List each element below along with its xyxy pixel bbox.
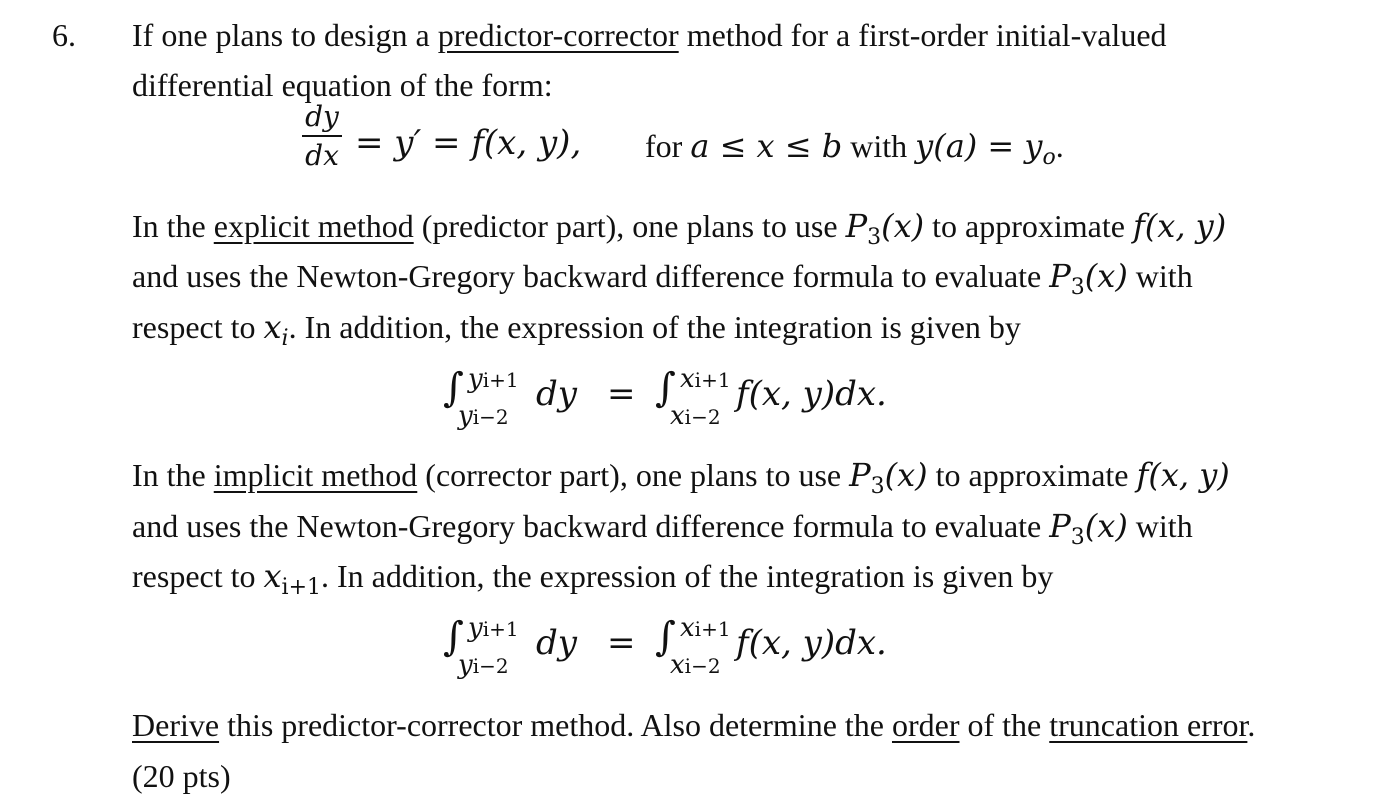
p3-sub: 3 <box>867 225 882 250</box>
right-integrand: f(x, y)dx. <box>736 623 887 663</box>
right-upper-limit <box>680 366 731 392</box>
p3-arg: (x) <box>1084 257 1128 295</box>
implicit-text-g: . In addition, the expression of the integration is given by <box>321 558 1054 594</box>
limit-var: y <box>468 364 483 394</box>
implicit-line-2 <box>132 507 1314 550</box>
limit-var: x <box>680 364 695 394</box>
implicit-text-a: In the <box>132 457 214 493</box>
task-line <box>132 709 1255 741</box>
xi1-sub: i+1 <box>281 575 322 600</box>
left-upper-limit <box>468 366 519 392</box>
right-upper-limit <box>680 615 731 641</box>
xi-symbol: x <box>263 308 282 346</box>
problem-number: 6. <box>52 17 76 53</box>
limit-sub: i−2 <box>684 405 721 429</box>
fraction-numerator: dy <box>305 100 339 133</box>
p3-arg: (x) <box>1084 507 1128 545</box>
ode-condition <box>645 127 1064 170</box>
condition-with: with <box>842 128 916 164</box>
left-lower-limit <box>458 403 509 429</box>
explicit-line-2 <box>132 257 1314 300</box>
condition-text: for <box>645 128 691 164</box>
limit-sub: i+1 <box>694 368 731 392</box>
p3-symbol: P <box>1049 507 1071 545</box>
p3-symbol: P <box>849 456 871 494</box>
explicit-line-3 <box>132 308 1021 351</box>
explicit-text-f: respect to <box>132 309 264 345</box>
limit-sub: i−2 <box>684 654 721 678</box>
fraction-bar <box>302 135 342 137</box>
limit-var: y <box>458 650 473 680</box>
term-derive: Derive <box>132 707 220 743</box>
left-integrand: dy <box>536 623 577 663</box>
explicit-text-d: and uses the Newton-Gregory backward difference formula to evaluate <box>132 258 1050 294</box>
limit-var: x <box>670 401 685 431</box>
integral-sign-left: ∫ <box>443 365 464 411</box>
p3-arg: (x) <box>884 456 928 494</box>
explicit-line-1 <box>132 207 1314 250</box>
p3-sub: 3 <box>1070 525 1085 550</box>
task-text-a: this predictor-corrector method. Also determine the <box>219 707 892 743</box>
fxy: f(x, y) <box>1136 456 1230 494</box>
initial-condition: y(a) = y <box>915 127 1043 165</box>
right-lower-limit <box>670 652 721 678</box>
xi-sub: i <box>281 326 289 351</box>
intro-line-2: differential equation of the form: <box>132 67 553 103</box>
condition-range: a ≤ x ≤ b <box>690 127 843 165</box>
explicit-text-a: In the <box>132 208 214 244</box>
limit-sub: i+1 <box>482 368 519 392</box>
derivative-fraction <box>302 100 342 172</box>
left-integrand: dy <box>536 374 577 414</box>
implicit-text-b: (corrector part), one plans to use <box>417 457 850 493</box>
right-lower-limit <box>670 403 721 429</box>
task-text-b: of the <box>959 707 1050 743</box>
implicit-text-e: with <box>1127 508 1193 544</box>
implicit-text-d: and uses the Newton-Gregory backward difference formula to evaluate <box>132 508 1050 544</box>
p3-symbol: P <box>845 207 868 245</box>
right-integrand: f(x, y)dx. <box>736 374 887 414</box>
limit-var: x <box>680 613 695 643</box>
integral-sign-left: ∫ <box>443 614 464 660</box>
implicit-text-c: to approximate <box>927 457 1137 493</box>
integral-sign-right: ∫ <box>655 614 676 660</box>
explicit-text-c: to approximate <box>924 208 1133 244</box>
limit-sub: i+1 <box>482 617 519 641</box>
term-order: order <box>891 707 960 743</box>
p3-sub: 3 <box>1070 275 1085 300</box>
points-label: (20 pts) <box>132 758 231 794</box>
equals-sign: = <box>607 623 636 663</box>
condition-period: . <box>1055 128 1064 164</box>
fxy: f(x, y) <box>1132 207 1227 245</box>
initial-condition-sub: o <box>1042 145 1056 170</box>
implicit-line-1 <box>132 456 1314 499</box>
term-explicit-method: explicit method <box>213 208 414 244</box>
equals-sign: = <box>607 374 636 414</box>
implicit-text-f: respect to <box>132 558 264 594</box>
intro-text-end: method for a first-order initial-valued <box>678 17 1167 53</box>
xi1-symbol: x <box>263 557 282 595</box>
term-predictor-corrector: predictor-corrector <box>437 17 679 53</box>
limit-var: y <box>458 401 473 431</box>
p3-sub: 3 <box>870 474 885 499</box>
intro-text: If one plans to design a <box>132 17 438 53</box>
left-lower-limit <box>458 652 509 678</box>
explicit-text-e: with <box>1127 258 1193 294</box>
explicit-text-g: . In addition, the expression of the integration is given by <box>288 309 1021 345</box>
p3-arg: (x) <box>881 207 925 245</box>
intro-line-1 <box>132 19 1314 51</box>
implicit-line-3 <box>132 557 1054 600</box>
limit-sub: i−2 <box>472 654 509 678</box>
limit-sub: i−2 <box>472 405 509 429</box>
integral-sign-right: ∫ <box>655 365 676 411</box>
task-period: . <box>1247 707 1256 743</box>
fraction-denominator: dx <box>305 139 339 172</box>
explicit-text-b: (predictor part), one plans to use <box>413 208 846 244</box>
term-truncation-error: truncation error <box>1049 707 1248 743</box>
limit-var: x <box>670 650 685 680</box>
ode-rhs: = y′ = f(x, y), <box>355 123 582 163</box>
limit-sub: i+1 <box>694 617 731 641</box>
p3-symbol: P <box>1049 257 1071 295</box>
term-implicit-method: implicit method <box>213 457 418 493</box>
limit-var: y <box>468 613 483 643</box>
left-upper-limit <box>468 615 519 641</box>
